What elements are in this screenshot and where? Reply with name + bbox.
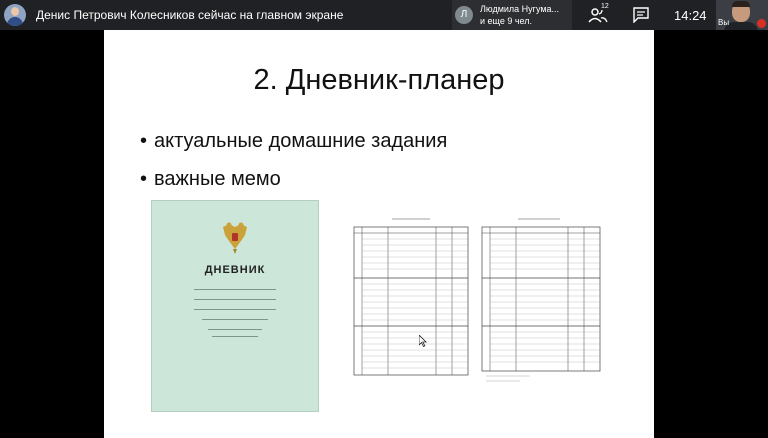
bullet-dot: • [140,168,148,190]
participant-avatar: Л [455,6,473,24]
cursor-icon [419,335,427,347]
diary-cover-title: ДНЕВНИК [204,264,266,276]
bullet-item [140,130,447,153]
cover-line [202,319,268,320]
cover-line [208,329,262,330]
bullet-text: важные мемо [154,168,281,190]
cover-line [194,299,276,300]
self-video-hair [732,1,750,7]
diary-cover-image [151,200,319,412]
planner-grid [352,216,470,384]
planner-grid [480,216,602,384]
presentation-slide [104,30,654,438]
self-video-body [724,22,758,30]
presenter-status-text: Денис Петрович Колесников сейчас на главном экране [36,8,344,22]
participant-name: Людмила Нугума... [480,4,560,14]
meeting-top-bar [0,0,768,30]
bullet-text: актуальные домашние задания [154,130,448,152]
mic-off-icon [757,19,766,28]
clock: 14:24 [674,8,707,23]
chat-icon[interactable] [632,7,650,23]
cover-line [194,289,276,290]
coat-of-arms-icon [220,221,250,255]
planner-page-right [480,216,602,384]
planner-page-left [352,216,470,384]
bullet-item [140,168,281,191]
bullet-dot: • [140,130,148,152]
slide-title: 2. Дневник-планер [253,64,505,96]
cover-line [194,309,276,310]
cover-line [212,336,258,337]
presenter-avatar [4,4,26,26]
people-count: 12 [601,3,609,10]
participant-more: и еще 9 чел. [480,16,532,26]
self-label: Вы [718,18,730,27]
